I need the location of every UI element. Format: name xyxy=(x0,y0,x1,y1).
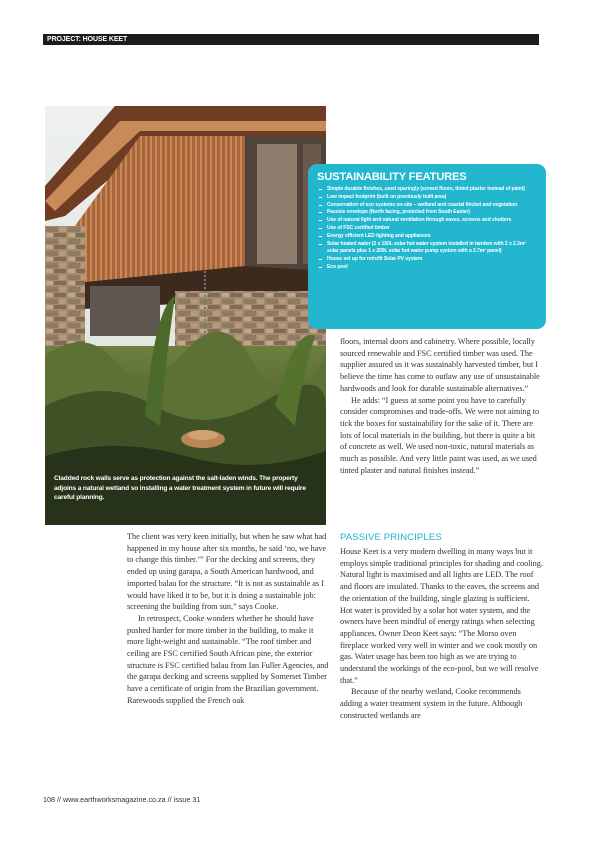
feature-photo xyxy=(45,106,326,525)
house-photo-illustration xyxy=(45,106,326,525)
page-footer: 108 // www.earthworksmagazine.co.za // issue 31 xyxy=(43,795,201,804)
list-item: Passive envelope (North facing, protected from South Easter) xyxy=(317,209,538,217)
article-paragraph: Because of the nearby wetland, Cooke recommends adding a water treatment system in the future. Although constructed wetlands are xyxy=(340,687,523,720)
article-paragraph: floors, internal doors and cabinetry. Where possible, locally sourced renewable and FSC certified timber was used. The supplier assured us it was sustainably harvested timber, but I believe the time has come to outlaw any use of unsustainable hardwoods and look for durable sustainable alternatives.” xyxy=(340,337,540,393)
article-paragraph: He adds: “I guess at some point you have to carefully consider compromises and trade-offs. We were not aiming to tick the boxes for sustainability for the sake of it. There are lots of local materials in the building, but there is quite a bit of concrete as well. We used non-toxic, natural materials as much as possible. And very little paint was used, as we used tinted plaster and natural finishes instead.” xyxy=(340,395,540,475)
article-column-left xyxy=(127,531,329,707)
sustainability-list xyxy=(317,186,538,272)
project-label: PROJECT: HOUSE KEET xyxy=(47,36,128,43)
list-item: Eco pool xyxy=(317,264,538,272)
article-paragraph: The client was very keen initially, but when he saw what had happened in my house after six months, he said ‘no, we have to change this timber.’” For the decking and screens, they ended up using garapa, a South American hardwood, and imported balau for the structure. “It is not as sustainable as I would have liked it to be, but it is doing a sustainable job: screening the building from sun,” says Cooke. xyxy=(127,532,327,612)
sustainability-features-box xyxy=(308,164,546,329)
list-item: Use of FSC certified timber xyxy=(317,225,538,233)
photo-caption: Cladded rock walls serve as protection against the salt-laden winds. The property adjoins a natural wetland so installing a water treatment system in future will require careful planning. xyxy=(54,475,306,502)
list-item: Conservation of eco systems on-site – wetland and coastal thicket and vegetation xyxy=(317,202,538,210)
sustainability-title: SUSTAINABILITY FEATURES xyxy=(317,171,467,183)
section-header-bar xyxy=(43,34,539,45)
list-item: House set up for retrofit Solar PV system xyxy=(317,256,538,264)
list-item: Low impact footprint (built on previously built area) xyxy=(317,194,538,202)
list-item: Energy efficient LED lighting and appliances xyxy=(317,233,538,241)
list-item: Solar heated water (2 x 150L solar hot water system installed in tandem with 2 x 2.3m² solar panels plus 1 x 200L solar hot water pump system with a 2.7m² panel) xyxy=(317,241,538,257)
article-column-right-section xyxy=(340,546,543,722)
list-item: Simple durable finishes, used sparingly (screed floors, tinted plaster instead of paint) xyxy=(317,186,538,194)
list-item: Use of natural light and natural ventilation through eaves, screens and shutters xyxy=(317,217,538,225)
article-column-right xyxy=(340,336,543,476)
section-subheading: PASSIVE PRINCIPLES xyxy=(340,532,442,543)
article-paragraph: In retrospect, Cooke wonders whether he should have pushed harder for more timber in the building, to make it more light-weight and sustainable. “The roof timber and ceiling are FSC certified South African pine, the exterior structure is FSC certified balau from Ian Fuller Agencies, and the garapa decking and screens supplied by Somerset Timber have a certificate of origin from the Brazilian government. Rarewoods supplied the French oak xyxy=(127,613,329,705)
article-paragraph: House Keet is a very modern dwelling in many ways but it employs simple traditional principles for shading and cooling. Natural light is maximised and all lights are LED. The roof and floors are insulated. Thanks to the eaves, the screens and the orientation of the building, single glazing is sufficient. Hot water is provided by a solar hot water system, and the owners have been mindful of energy ratings when selecting appliances. Owner Deon Keet says: “The Morso oven fireplace worked very well in winter and we cook mostly on gas. Water usage has been too high as we are trying to understand the workings of the eco-pool, but we will resolve that.” xyxy=(340,547,543,685)
